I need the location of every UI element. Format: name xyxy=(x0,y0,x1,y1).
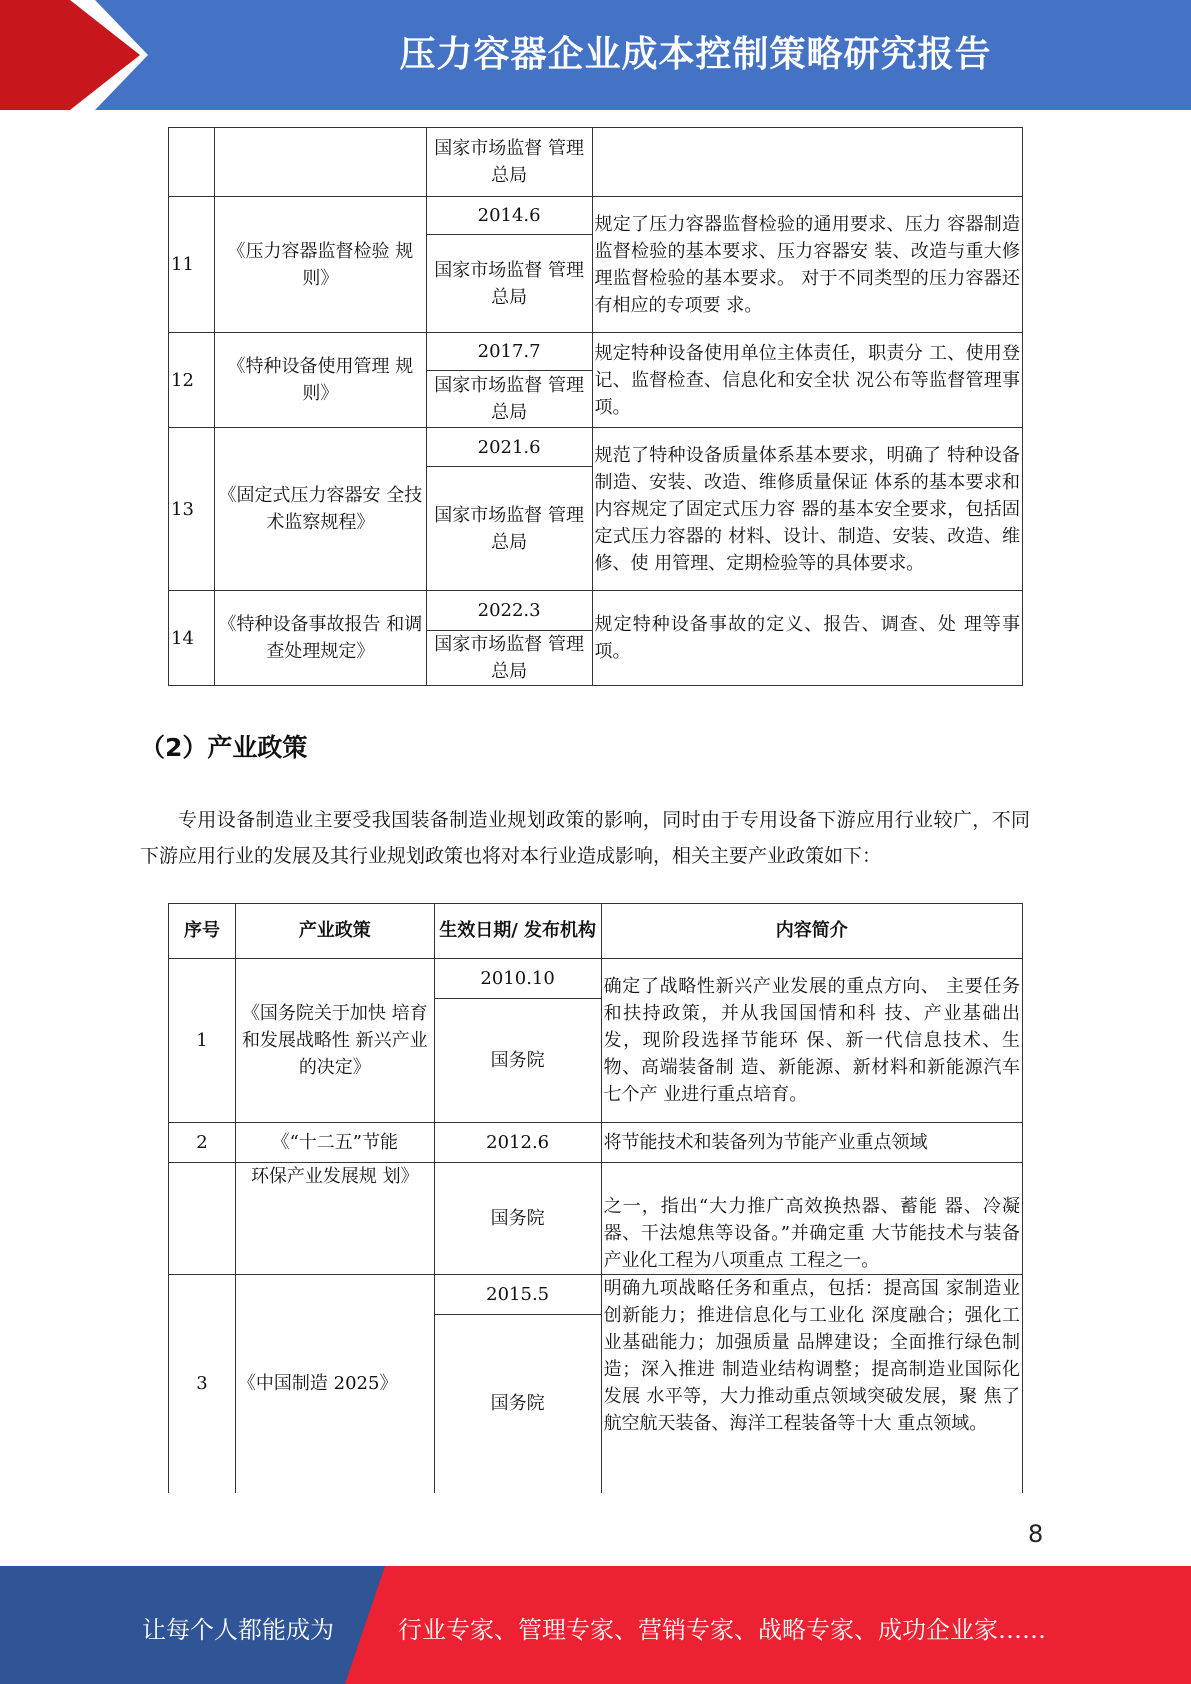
header-number: 序号 xyxy=(169,904,236,959)
footer-slogan-right: 行业专家、管理专家、营销专家、战略专家、成功企业家…… xyxy=(398,1616,1046,1644)
policy-name: 环保产业发展规 划》 xyxy=(235,1163,434,1275)
header-date-org: 生效日期/ 发布机构 xyxy=(434,904,601,959)
policy-name: 《“十二五”节能 xyxy=(235,1123,434,1163)
row-number: 1 xyxy=(169,959,236,1123)
effective-date: 2010.10 xyxy=(434,959,601,999)
row-number xyxy=(169,128,215,197)
table-row xyxy=(169,428,1023,467)
table-row xyxy=(169,1275,1023,1315)
header-policy: 产业政策 xyxy=(235,904,434,959)
effective-date: 2015.5 xyxy=(434,1275,601,1315)
row-number: 14 xyxy=(169,591,215,686)
regulation-name: 《固定式压力容器安 全技术监察规程》 xyxy=(214,428,426,591)
row-number: 2 xyxy=(169,1123,236,1163)
table-header-row xyxy=(169,904,1023,959)
effective-date: 2022.3 xyxy=(426,591,592,631)
effective-date: 2014.6 xyxy=(426,197,592,235)
row-number: 12 xyxy=(169,333,215,428)
regulation-desc: 规定特种设备使用单位主体责任，职责分 工、使用登记、监督检查、信息化和安全状 况公布等监督管理事项。 xyxy=(592,333,1022,428)
body-paragraph: 专用设备制造业主要受我国装备制造业规划政策的影响，同时由于专用设备下游应用行业较广，不同下游应用行业的发展及其行业规划政策也将对本行业造成影响，相关主要产业政策如下： xyxy=(140,809,1030,867)
row-number: 13 xyxy=(169,428,215,591)
row-number xyxy=(169,1163,236,1275)
table-row xyxy=(169,128,1023,197)
page-header xyxy=(0,0,1191,110)
policy-desc: 确定了战略性新兴产业发展的重点方向、 主要任务和扶持政策，并从我国国情和科 技、产业基础出发，现阶段选择节能环 保、新一代信息技术、生物、高端装备制 造、新能源、新材料和新能源汽车七个产 业进行重点培育。 xyxy=(601,959,1022,1123)
industry-policy-table xyxy=(168,903,1023,1493)
regulation-desc: 规定了压力容器监督检验的通用要求、压力 容器制造监督检验的基本要求、压力容器安 装、改造与重大修理监督检验的基本要求。 对于不同类型的压力容器还有相应的专项要 求。 xyxy=(592,197,1022,333)
regulation-name: 《特种设备使用管理 规则》 xyxy=(214,333,426,428)
row-number: 11 xyxy=(169,197,215,333)
page-number: 8 xyxy=(1028,1520,1044,1548)
issuing-org: 国家市场监督 管理总局 xyxy=(426,235,592,333)
issuing-org: 国务院 xyxy=(434,999,601,1123)
regulation-name: 《特种设备事故报告 和调查处理规定》 xyxy=(214,591,426,686)
policy-name: 《国务院关于加快 培育和发展战略性 新兴产业的决定》 xyxy=(235,959,434,1123)
table-row xyxy=(169,197,1023,235)
issuing-org: 国家市场监督 管理总局 xyxy=(426,371,592,428)
section-title: （2）产业政策 xyxy=(140,733,308,762)
policy-desc: 明确九项战略任务和重点，包括：提高国 家制造业创新能力；推进信息化与工业化 深度融合；强化工业基础能力；加强质量 品牌建设；全面推行绿色制造；深入推进 制造业结构调整；提高制造业国际化发展 水平等，大力推动重点领域突破发展，聚 焦了航空航天装备、海洋工程装备等十大 重点领域。 xyxy=(601,1275,1022,1493)
table-row xyxy=(169,333,1023,371)
regulation-name: 《压力容器监督检验 规则》 xyxy=(214,197,426,333)
effective-date: 2012.6 xyxy=(434,1123,601,1163)
issuing-org: 国家市场监督 管理总局 xyxy=(426,128,592,197)
page-footer xyxy=(0,1566,1191,1684)
issuing-org: 国家市场监督 管理总局 xyxy=(426,631,592,686)
effective-date: 2017.7 xyxy=(426,333,592,371)
issuing-org: 国家市场监督 管理总局 xyxy=(426,467,592,591)
regulation-desc: 规定特种设备事故的定义、报告、调查、处 理等事项。 xyxy=(592,591,1022,686)
row-number: 3 xyxy=(169,1275,236,1493)
issuing-org: 国务院 xyxy=(434,1315,601,1493)
footer-slogan-left: 让每个人都能成为 xyxy=(142,1616,334,1644)
regulations-table xyxy=(168,127,1023,686)
policy-desc: 将节能技术和装备列为节能产业重点领域 xyxy=(601,1123,1022,1163)
regulation-desc xyxy=(592,128,1022,197)
regulation-name xyxy=(214,128,426,197)
table-row xyxy=(169,591,1023,631)
header-red-chevron xyxy=(0,0,150,110)
policy-desc: 之一，指出“大力推广高效换热器、蓄能 器、冷凝器、干法熄焦等设备。”并确定重 大节能技术与装备产业化工程为八项重点 工程之一。 xyxy=(601,1163,1022,1275)
issuing-org: 国务院 xyxy=(434,1163,601,1275)
report-title: 压力容器企业成本控制策略研究报告 xyxy=(399,34,992,75)
regulation-desc: 规范了特种设备质量体系基本要求，明确了 特种设备制造、安装、改造、维修质量保证 体系的基本要求和内容规定了固定式压力容 器的基本安全要求，包括固定式压力容器的 材料、设计、制造、安装、改造、维修、使 用管理、定期检验等的具体要求。 xyxy=(592,428,1022,591)
effective-date: 2021.6 xyxy=(426,428,592,467)
table-row xyxy=(169,1163,1023,1275)
table-row xyxy=(169,1123,1023,1163)
table-row xyxy=(169,959,1023,999)
policy-name: 《中国制造 2025》 xyxy=(235,1275,434,1493)
header-desc: 内容简介 xyxy=(601,904,1022,959)
